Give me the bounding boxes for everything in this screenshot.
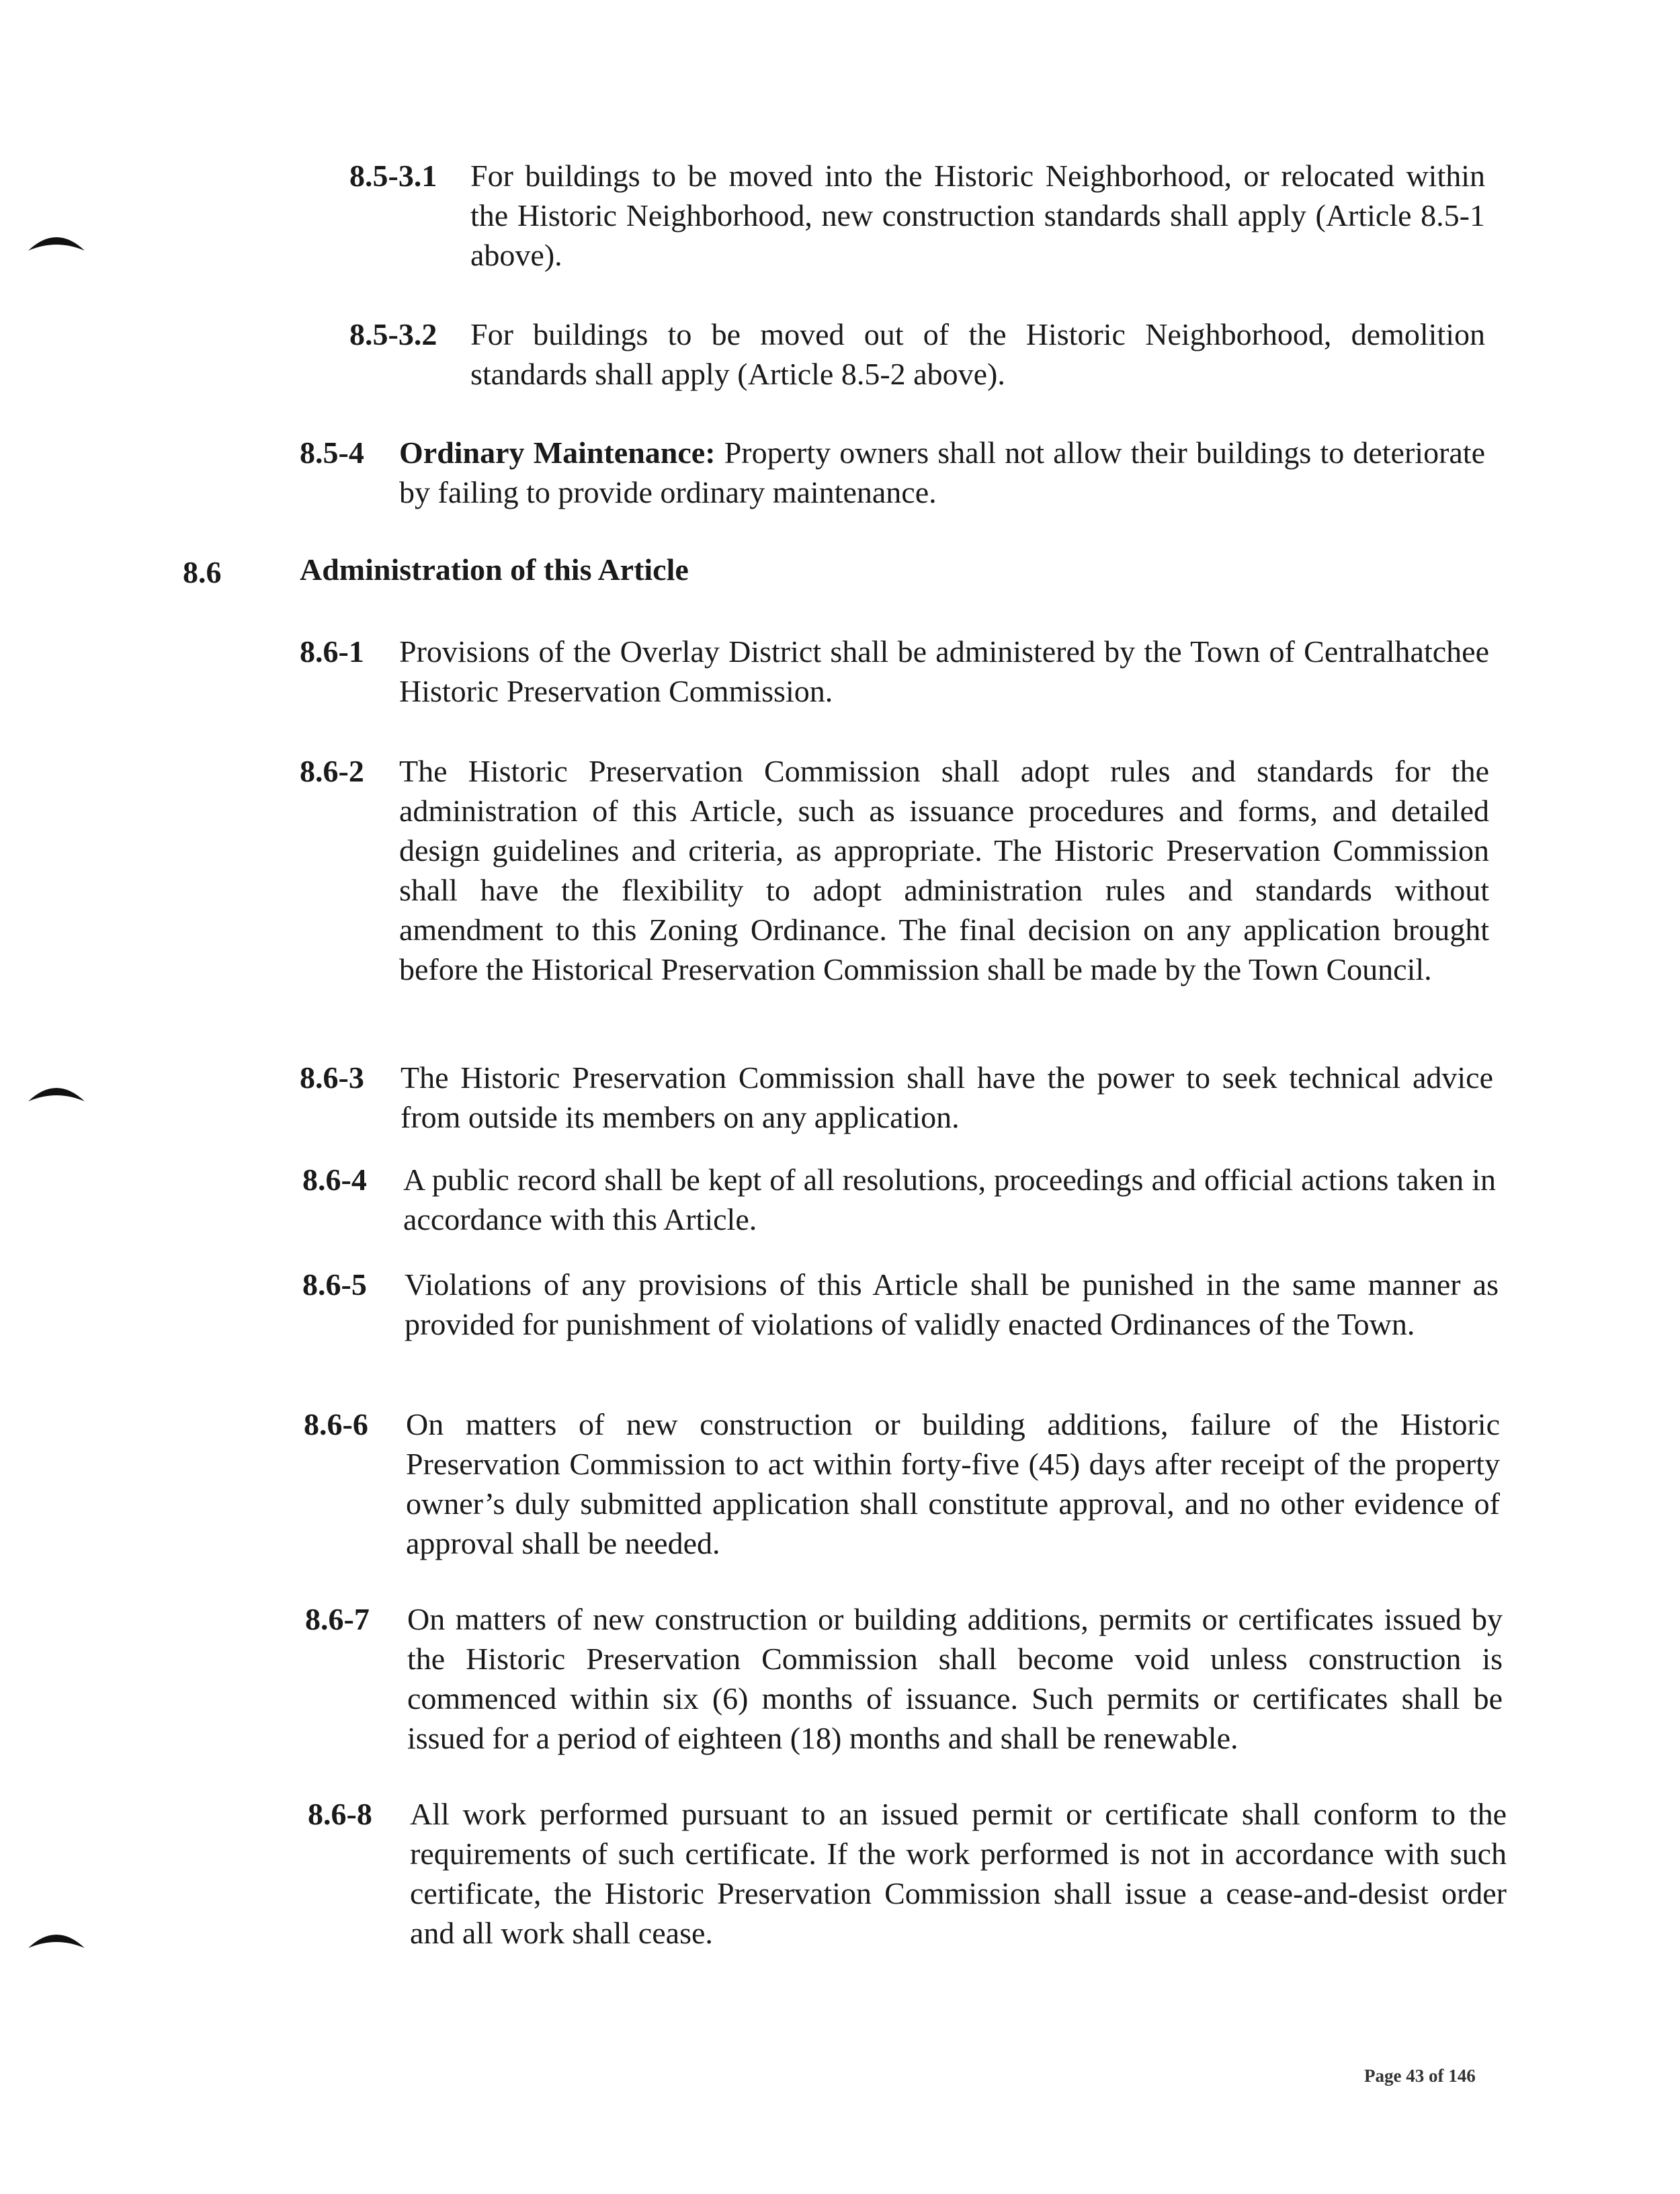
provision-8-5-3-1 [349, 156, 1485, 275]
provision-lead-heading: Ordinary Maintenance: [399, 435, 716, 470]
provision-text: Provisions of the Overlay District shall be administered by the Town of Centralhatchee Historic Preservation Commission. [399, 634, 1489, 708]
provision-8-5-4 [300, 433, 1485, 512]
punch-hole-mark-icon [26, 1077, 87, 1104]
provision-number: 8.6-7 [305, 1602, 370, 1636]
provision-number: 8.6-3 [300, 1060, 364, 1095]
provision-number: 8.5-3.1 [349, 159, 437, 193]
provision-number: 8.5-4 [300, 435, 364, 470]
provision-number: 8.6-6 [304, 1407, 368, 1441]
provision-8-5-3-2 [349, 314, 1485, 394]
provision-text: All work performed pursuant to an issued permit or certificate shall conform to the requirements of such certificate. If the work performed is not in accordance with such certificate, the Historic Preservation Commission shall issue a cease-and-desist order and all work shall cease. [410, 1797, 1507, 1950]
provision-text: On matters of new construction or building additions, permits or certificates issued by the Historic Preservation Commission shall become void unless construction is commenced within six (6) months of issuance. Such permits or certificates shall be issued for a period of eighteen (18) months and shall be renewable. [407, 1602, 1503, 1755]
provision-text: Violations of any provisions of this Article shall be punished in the same manner as provided for punishment of violations of validly enacted Ordinances of the Town. [405, 1267, 1499, 1341]
provision-number: 8.6-5 [302, 1267, 367, 1302]
provision-number: 8.5-3.2 [349, 317, 437, 351]
punch-hole-mark-icon [26, 226, 87, 253]
provision-text: The Historic Preservation Commission shall adopt rules and standards for the administration of this Article, such as issuance procedures and forms, and detailed design guidelines and criteria, as appropriate. The Historic Preservation Commission shall have the flexibility to adopt administration rules and standards without amendment to this Zoning Ordinance. The final decision on any application brought before the Historical Preservation Commission shall be made by the Town Council. [399, 754, 1489, 986]
provision-text: For buildings to be moved out of the Historic Neighborhood, demolition standards shall apply (Article 8.5-2 above). [470, 317, 1485, 391]
provision-8-6-1 [300, 632, 1489, 711]
punch-hole-mark-icon [26, 1924, 87, 1951]
section-title: Administration of this Article [300, 552, 689, 587]
provision-number: 8.6-8 [308, 1797, 372, 1831]
section-number: 8.6 [183, 555, 222, 589]
provision-8-6-6 [304, 1404, 1500, 1563]
provision-number: 8.6-4 [302, 1163, 367, 1197]
provision-text: The Historic Preservation Commission shall have the power to seek technical advice from outside its members on any application. [401, 1060, 1493, 1134]
provision-number: 8.6-1 [300, 634, 364, 669]
provision-text: On matters of new construction or building additions, failure of the Historic Preservation Commission to act within forty-five (45) days after receipt of the property owner’s duly submitted application shall constitute approval, and no other evidence of approval shall be needed. [406, 1407, 1500, 1560]
provision-text: A public record shall be kept of all resolutions, proceedings and official actions taken in accordance with this Article. [403, 1163, 1496, 1236]
provision-8-6-2 [300, 751, 1489, 989]
provision-text: For buildings to be moved into the Historic Neighborhood, or relocated within the Historic Neighborhood, new construction standards shall apply (Article 8.5-1 above). [470, 159, 1485, 272]
provision-number: 8.6-2 [300, 754, 364, 788]
provision-8-6-8 [308, 1794, 1507, 1953]
provision-text [300, 433, 1485, 512]
page-number: Page 43 of 146 [1364, 2066, 1476, 2086]
provision-lead-text: Property owners shall not allow their buildings to deteriorate by failing to provide ordinary maintenance. [399, 435, 1485, 509]
provision-8-6-3 [300, 1058, 1493, 1137]
provision-8-6-4 [302, 1160, 1496, 1239]
provision-8-6-5 [302, 1265, 1499, 1344]
provision-8-6-7 [305, 1599, 1503, 1758]
